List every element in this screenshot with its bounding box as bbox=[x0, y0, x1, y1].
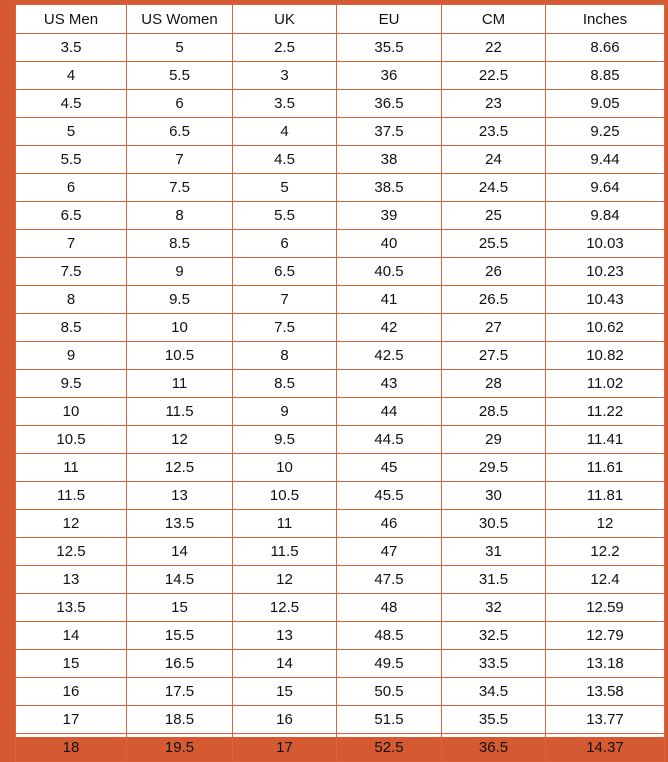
cell-us-women: 8.5 bbox=[127, 230, 233, 258]
cell-uk: 4.5 bbox=[233, 146, 337, 174]
cell-us-men: 13 bbox=[16, 566, 127, 594]
cell-uk: 7.5 bbox=[233, 314, 337, 342]
cell-us-men: 11 bbox=[16, 454, 127, 482]
cell-us-women: 18.5 bbox=[127, 706, 233, 734]
cell-cm: 32 bbox=[442, 594, 546, 622]
cell-us-men: 4 bbox=[16, 62, 127, 90]
table-row bbox=[16, 538, 665, 566]
cell-eu: 48 bbox=[337, 594, 442, 622]
cell-us-men: 16 bbox=[16, 678, 127, 706]
cell-eu: 37.5 bbox=[337, 118, 442, 146]
cell-cm: 23.5 bbox=[442, 118, 546, 146]
cell-cm: 30.5 bbox=[442, 510, 546, 538]
table-row bbox=[16, 734, 665, 762]
cell-uk: 12.5 bbox=[233, 594, 337, 622]
cell-cm: 31.5 bbox=[442, 566, 546, 594]
cell-us-women: 14 bbox=[127, 538, 233, 566]
cell-eu: 35.5 bbox=[337, 34, 442, 62]
cell-uk: 7 bbox=[233, 286, 337, 314]
table-row bbox=[16, 398, 665, 426]
cell-uk: 8 bbox=[233, 342, 337, 370]
cell-eu: 52.5 bbox=[337, 734, 442, 762]
cell-cm: 27 bbox=[442, 314, 546, 342]
cell-cm: 33.5 bbox=[442, 650, 546, 678]
cell-eu: 45 bbox=[337, 454, 442, 482]
cell-cm: 34.5 bbox=[442, 678, 546, 706]
table-row bbox=[16, 426, 665, 454]
table-row bbox=[16, 314, 665, 342]
cell-inches: 10.62 bbox=[546, 314, 665, 342]
cell-inches: 9.64 bbox=[546, 174, 665, 202]
cell-us-men: 5.5 bbox=[16, 146, 127, 174]
cell-us-women: 15 bbox=[127, 594, 233, 622]
cell-us-men: 13.5 bbox=[16, 594, 127, 622]
cell-eu: 39 bbox=[337, 202, 442, 230]
table-row bbox=[16, 454, 665, 482]
header-inches: Inches bbox=[546, 5, 665, 34]
cell-us-men: 10.5 bbox=[16, 426, 127, 454]
cell-eu: 38.5 bbox=[337, 174, 442, 202]
cell-eu: 36.5 bbox=[337, 90, 442, 118]
cell-eu: 50.5 bbox=[337, 678, 442, 706]
cell-us-men: 12 bbox=[16, 510, 127, 538]
cell-cm: 22.5 bbox=[442, 62, 546, 90]
cell-eu: 47.5 bbox=[337, 566, 442, 594]
cell-us-women: 7.5 bbox=[127, 174, 233, 202]
cell-inches: 9.84 bbox=[546, 202, 665, 230]
table-row bbox=[16, 566, 665, 594]
cell-uk: 3.5 bbox=[233, 90, 337, 118]
cell-uk: 11 bbox=[233, 510, 337, 538]
table-row bbox=[16, 370, 665, 398]
table-row bbox=[16, 342, 665, 370]
table-header bbox=[16, 5, 665, 34]
cell-us-women: 15.5 bbox=[127, 622, 233, 650]
cell-us-women: 12 bbox=[127, 426, 233, 454]
cell-us-women: 6 bbox=[127, 90, 233, 118]
header-us-women: US Women bbox=[127, 5, 233, 34]
header-us-men: US Men bbox=[16, 5, 127, 34]
cell-us-women: 17.5 bbox=[127, 678, 233, 706]
cell-inches: 13.77 bbox=[546, 706, 665, 734]
cell-us-women: 12.5 bbox=[127, 454, 233, 482]
cell-uk: 4 bbox=[233, 118, 337, 146]
cell-uk: 14 bbox=[233, 650, 337, 678]
cell-cm: 35.5 bbox=[442, 706, 546, 734]
table-row bbox=[16, 34, 665, 62]
cell-inches: 10.23 bbox=[546, 258, 665, 286]
cell-eu: 46 bbox=[337, 510, 442, 538]
table-row bbox=[16, 650, 665, 678]
cell-cm: 28 bbox=[442, 370, 546, 398]
cell-uk: 6 bbox=[233, 230, 337, 258]
cell-us-men: 15 bbox=[16, 650, 127, 678]
cell-us-women: 6.5 bbox=[127, 118, 233, 146]
size-chart-sheet bbox=[15, 4, 664, 756]
cell-inches: 12.2 bbox=[546, 538, 665, 566]
cell-us-men: 5 bbox=[16, 118, 127, 146]
cell-uk: 12 bbox=[233, 566, 337, 594]
cell-us-men: 3.5 bbox=[16, 34, 127, 62]
cell-eu: 48.5 bbox=[337, 622, 442, 650]
cell-uk: 5.5 bbox=[233, 202, 337, 230]
cell-us-men: 4.5 bbox=[16, 90, 127, 118]
cell-cm: 25.5 bbox=[442, 230, 546, 258]
size-conversion-table bbox=[15, 4, 665, 762]
cell-inches: 10.82 bbox=[546, 342, 665, 370]
cell-cm: 24.5 bbox=[442, 174, 546, 202]
cell-cm: 22 bbox=[442, 34, 546, 62]
cell-inches: 12 bbox=[546, 510, 665, 538]
cell-us-women: 5 bbox=[127, 34, 233, 62]
cell-cm: 26.5 bbox=[442, 286, 546, 314]
cell-us-men: 10 bbox=[16, 398, 127, 426]
cell-us-men: 17 bbox=[16, 706, 127, 734]
table-row bbox=[16, 510, 665, 538]
cell-cm: 27.5 bbox=[442, 342, 546, 370]
cell-us-men: 11.5 bbox=[16, 482, 127, 510]
table-row bbox=[16, 90, 665, 118]
cell-eu: 42.5 bbox=[337, 342, 442, 370]
cell-inches: 12.4 bbox=[546, 566, 665, 594]
cell-us-men: 8 bbox=[16, 286, 127, 314]
table-row bbox=[16, 258, 665, 286]
cell-inches: 9.44 bbox=[546, 146, 665, 174]
cell-us-women: 10 bbox=[127, 314, 233, 342]
cell-eu: 40.5 bbox=[337, 258, 442, 286]
table-row bbox=[16, 230, 665, 258]
cell-cm: 36.5 bbox=[442, 734, 546, 762]
cell-eu: 38 bbox=[337, 146, 442, 174]
cell-uk: 8.5 bbox=[233, 370, 337, 398]
cell-uk: 10 bbox=[233, 454, 337, 482]
cell-cm: 23 bbox=[442, 90, 546, 118]
cell-us-men: 9 bbox=[16, 342, 127, 370]
cell-us-men: 12.5 bbox=[16, 538, 127, 566]
cell-eu: 44.5 bbox=[337, 426, 442, 454]
cell-eu: 41 bbox=[337, 286, 442, 314]
table-row bbox=[16, 202, 665, 230]
cell-uk: 3 bbox=[233, 62, 337, 90]
cell-eu: 49.5 bbox=[337, 650, 442, 678]
cell-uk: 9.5 bbox=[233, 426, 337, 454]
cell-us-men: 7 bbox=[16, 230, 127, 258]
cell-cm: 28.5 bbox=[442, 398, 546, 426]
table-row bbox=[16, 286, 665, 314]
cell-cm: 31 bbox=[442, 538, 546, 566]
cell-us-women: 11.5 bbox=[127, 398, 233, 426]
cell-inches: 11.81 bbox=[546, 482, 665, 510]
cell-inches: 11.02 bbox=[546, 370, 665, 398]
cell-eu: 47 bbox=[337, 538, 442, 566]
table-row bbox=[16, 118, 665, 146]
cell-cm: 29 bbox=[442, 426, 546, 454]
cell-uk: 2.5 bbox=[233, 34, 337, 62]
cell-uk: 15 bbox=[233, 678, 337, 706]
cell-us-men: 18 bbox=[16, 734, 127, 762]
cell-eu: 42 bbox=[337, 314, 442, 342]
table-row bbox=[16, 174, 665, 202]
cell-us-women: 8 bbox=[127, 202, 233, 230]
cell-us-men: 7.5 bbox=[16, 258, 127, 286]
table-row bbox=[16, 62, 665, 90]
cell-cm: 30 bbox=[442, 482, 546, 510]
cell-inches: 12.79 bbox=[546, 622, 665, 650]
table-row bbox=[16, 622, 665, 650]
table-row bbox=[16, 678, 665, 706]
cell-us-men: 9.5 bbox=[16, 370, 127, 398]
cell-uk: 11.5 bbox=[233, 538, 337, 566]
cell-inches: 9.05 bbox=[546, 90, 665, 118]
cell-eu: 51.5 bbox=[337, 706, 442, 734]
cell-uk: 9 bbox=[233, 398, 337, 426]
cell-inches: 13.18 bbox=[546, 650, 665, 678]
cell-eu: 40 bbox=[337, 230, 442, 258]
header-row bbox=[16, 5, 665, 34]
table-body bbox=[16, 34, 665, 762]
cell-us-women: 5.5 bbox=[127, 62, 233, 90]
cell-inches: 10.43 bbox=[546, 286, 665, 314]
cell-eu: 43 bbox=[337, 370, 442, 398]
cell-us-women: 9.5 bbox=[127, 286, 233, 314]
cell-eu: 36 bbox=[337, 62, 442, 90]
cell-inches: 9.25 bbox=[546, 118, 665, 146]
cell-uk: 17 bbox=[233, 734, 337, 762]
cell-uk: 6.5 bbox=[233, 258, 337, 286]
cell-inches: 11.41 bbox=[546, 426, 665, 454]
cell-inches: 11.22 bbox=[546, 398, 665, 426]
table-row bbox=[16, 146, 665, 174]
cell-us-men: 6.5 bbox=[16, 202, 127, 230]
cell-cm: 29.5 bbox=[442, 454, 546, 482]
cell-us-women: 13 bbox=[127, 482, 233, 510]
cell-uk: 5 bbox=[233, 174, 337, 202]
cell-us-men: 8.5 bbox=[16, 314, 127, 342]
cell-inches: 10.03 bbox=[546, 230, 665, 258]
table-row bbox=[16, 482, 665, 510]
cell-us-women: 16.5 bbox=[127, 650, 233, 678]
cell-cm: 25 bbox=[442, 202, 546, 230]
cell-inches: 8.85 bbox=[546, 62, 665, 90]
cell-us-women: 14.5 bbox=[127, 566, 233, 594]
cell-inches: 12.59 bbox=[546, 594, 665, 622]
cell-uk: 13 bbox=[233, 622, 337, 650]
cell-us-women: 10.5 bbox=[127, 342, 233, 370]
table-row bbox=[16, 706, 665, 734]
cell-us-men: 14 bbox=[16, 622, 127, 650]
cell-inches: 13.58 bbox=[546, 678, 665, 706]
cell-uk: 10.5 bbox=[233, 482, 337, 510]
table-row bbox=[16, 594, 665, 622]
cell-us-women: 19.5 bbox=[127, 734, 233, 762]
cell-cm: 24 bbox=[442, 146, 546, 174]
cell-eu: 45.5 bbox=[337, 482, 442, 510]
header-uk: UK bbox=[233, 5, 337, 34]
cell-inches: 11.61 bbox=[546, 454, 665, 482]
cell-cm: 26 bbox=[442, 258, 546, 286]
header-cm: CM bbox=[442, 5, 546, 34]
cell-us-women: 9 bbox=[127, 258, 233, 286]
cell-inches: 8.66 bbox=[546, 34, 665, 62]
header-eu: EU bbox=[337, 5, 442, 34]
cell-eu: 44 bbox=[337, 398, 442, 426]
cell-uk: 16 bbox=[233, 706, 337, 734]
cell-us-men: 6 bbox=[16, 174, 127, 202]
cell-us-women: 11 bbox=[127, 370, 233, 398]
cell-us-women: 13.5 bbox=[127, 510, 233, 538]
cell-cm: 32.5 bbox=[442, 622, 546, 650]
cell-us-women: 7 bbox=[127, 146, 233, 174]
cell-inches: 14.37 bbox=[546, 734, 665, 762]
